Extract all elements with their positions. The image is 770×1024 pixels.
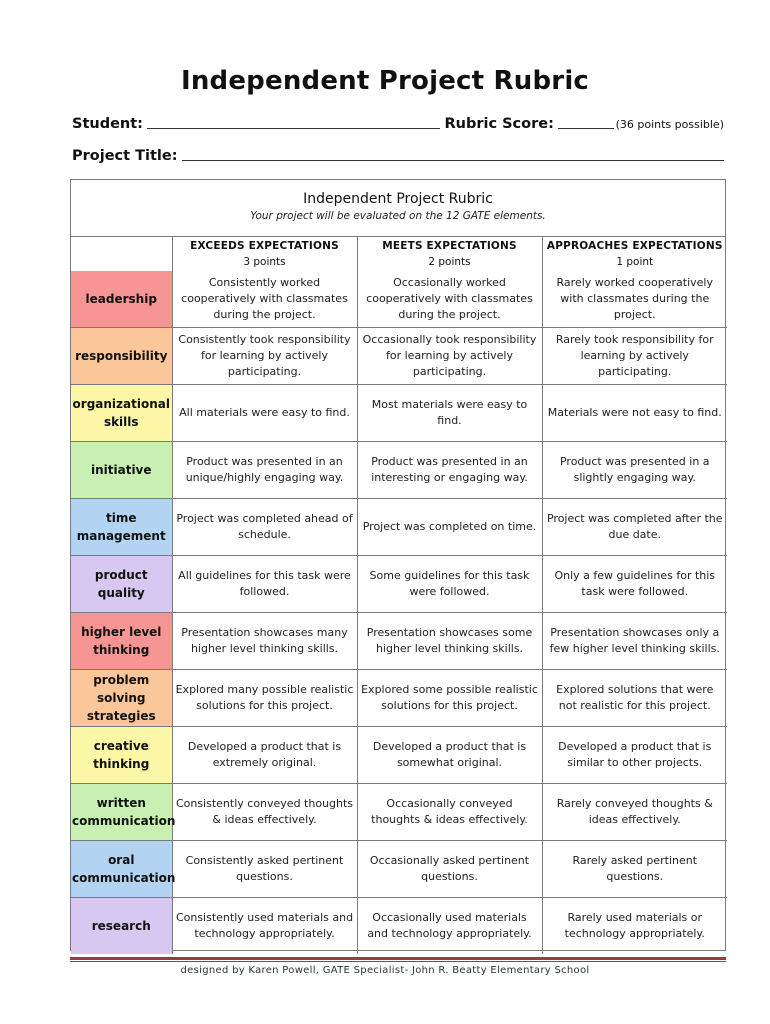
criteria-cell: Consistently worked cooperatively with classmates during the project. [172,271,357,328]
category-label: quality [97,586,145,600]
footer-credit: designed by Karen Powell, GATE Specialist- John R. Beatty Elementary School [180,965,590,976]
criteria-cell: Product was presented in an interesting or engaging way. [357,442,542,499]
category-label: written [96,796,146,810]
criteria-cell: Project was completed after the due date. [542,499,727,556]
category-cell [71,898,172,955]
category-label: creative [93,739,149,753]
criteria-cell: Explored many possible realistic solutions for this project. [172,670,357,727]
category-cell [71,784,176,841]
category-label: communication [72,814,176,828]
score-field[interactable] [558,114,614,129]
student-label: Student: [72,116,143,132]
rubric-row [71,556,727,613]
category-cell [71,670,172,727]
criteria-cell: Presentation showcases only a few higher level thinking skills. [542,613,727,670]
criteria-cell: Rarely conveyed thoughts & ideas effectively. [542,784,727,841]
criteria-cell: Consistently used materials and technology appropriately. [172,898,357,955]
criteria-cell: All materials were easy to find. [172,385,357,442]
criteria-cell: Only a few guidelines for this task were followed. [542,556,727,613]
column-header-row [71,237,727,271]
column-level: EXCEEDS EXPECTATIONS [190,240,339,252]
criteria-cell: Product was presented in an unique/highly engaging way. [172,442,357,499]
category-label: research [91,919,151,933]
criteria-cell: Materials were not easy to find. [542,385,727,442]
rubric-grid [71,237,727,954]
column-level: MEETS EXPECTATIONS [382,240,517,252]
category-label: communication [72,871,176,885]
category-label: initiative [90,463,152,477]
criteria-cell: Occasionally asked pertinent questions. [357,841,542,898]
category-label: solving [96,691,146,705]
project-title-line [72,146,724,164]
criteria-cell: Presentation showcases some higher level thinking skills. [357,613,542,670]
criteria-cell: Rarely asked pertinent questions. [542,841,727,898]
criteria-cell: Developed a product that is somewhat original. [357,727,542,784]
category-cell [71,841,176,898]
rubric-row [71,784,727,841]
category-label: oral [108,853,135,867]
rubric-title: Independent Project Rubric [303,191,493,207]
criteria-cell: Occasionally worked cooperatively with classmates during the project. [357,271,542,328]
rubric-row [71,898,727,955]
rubric-row [71,499,727,556]
category-label: leadership [85,292,157,306]
category-cell [71,499,172,556]
criteria-cell: Project was completed on time. [357,499,542,556]
corner-cell [71,237,172,271]
project-title-label: Project Title: [72,148,178,164]
criteria-cell: Developed a product that is extremely original. [172,727,357,784]
rubric-row [71,442,727,499]
criteria-cell: Consistently asked pertinent questions. [172,841,357,898]
rubric-row [71,271,727,328]
column-points: 1 point [616,256,654,268]
score-note: (36 points possible) [615,118,724,131]
score-label: Rubric Score: [444,116,554,132]
rubric-row [71,613,727,670]
column-header [172,237,357,271]
project-title-field[interactable] [182,146,724,161]
category-label: product [94,568,148,582]
rubric-table [70,179,726,951]
rubric-header [71,180,725,237]
category-label: responsibility [75,349,168,363]
criteria-cell: Product was presented in a slightly engaging way. [542,442,727,499]
column-level: APPROACHES EXPECTATIONS [546,240,723,252]
criteria-cell: Rarely used materials or technology appropriately. [542,898,727,955]
criteria-cell: Rarely worked cooperatively with classmates during the project. [542,271,727,328]
criteria-cell: Occasionally took responsibility for learning by actively participating. [357,328,542,385]
category-label: organizational [72,397,170,411]
criteria-cell: Explored solutions that were not realistic for this project. [542,670,727,727]
category-cell [71,385,172,442]
rubric-subtitle: Your project will be evaluated on the 12 GATE elements. [250,210,546,222]
category-label: skills [103,415,139,429]
rubric-row [71,385,727,442]
criteria-cell: Rarely took responsibility for learning by actively participating. [542,328,727,385]
criteria-cell: Consistently took responsibility for learning by actively participating. [172,328,357,385]
category-label: thinking [93,757,150,771]
category-cell [71,271,172,328]
category-label: problem [93,673,150,687]
column-header [542,237,727,271]
category-label: time [106,511,137,525]
criteria-cell: Explored some possible realistic solutions for this project. [357,670,542,727]
criteria-cell: Consistently conveyed thoughts & ideas effectively. [172,784,357,841]
category-cell [71,727,172,784]
category-label: strategies [86,709,156,723]
rubric-row [71,727,727,784]
criteria-cell: Occasionally conveyed thoughts & ideas effectively. [357,784,542,841]
student-line [72,114,724,132]
rubric-row [71,841,727,898]
criteria-cell: Occasionally used materials and technology appropriately. [357,898,542,955]
criteria-cell: Some guidelines for this task were followed. [357,556,542,613]
rubric-row [71,328,727,385]
column-points: 3 points [243,256,286,268]
criteria-cell: Most materials were easy to find. [357,385,542,442]
category-cell [71,328,172,385]
category-label: thinking [93,643,150,657]
category-cell [71,442,172,499]
column-points: 2 points [428,256,471,268]
criteria-cell: Presentation showcases many higher level thinking skills. [172,613,357,670]
criteria-cell: All guidelines for this task were followed. [172,556,357,613]
category-label: management [76,529,166,543]
category-cell [71,556,172,613]
category-label: higher level [81,625,162,639]
criteria-cell: Developed a product that is similar to other projects. [542,727,727,784]
column-header [357,237,542,271]
rubric-row [71,670,727,727]
category-cell [71,613,172,670]
page-title: Independent Project Rubric [180,66,590,96]
student-field[interactable] [147,114,440,129]
footer-divider [70,957,726,962]
criteria-cell: Project was completed ahead of schedule. [172,499,357,556]
